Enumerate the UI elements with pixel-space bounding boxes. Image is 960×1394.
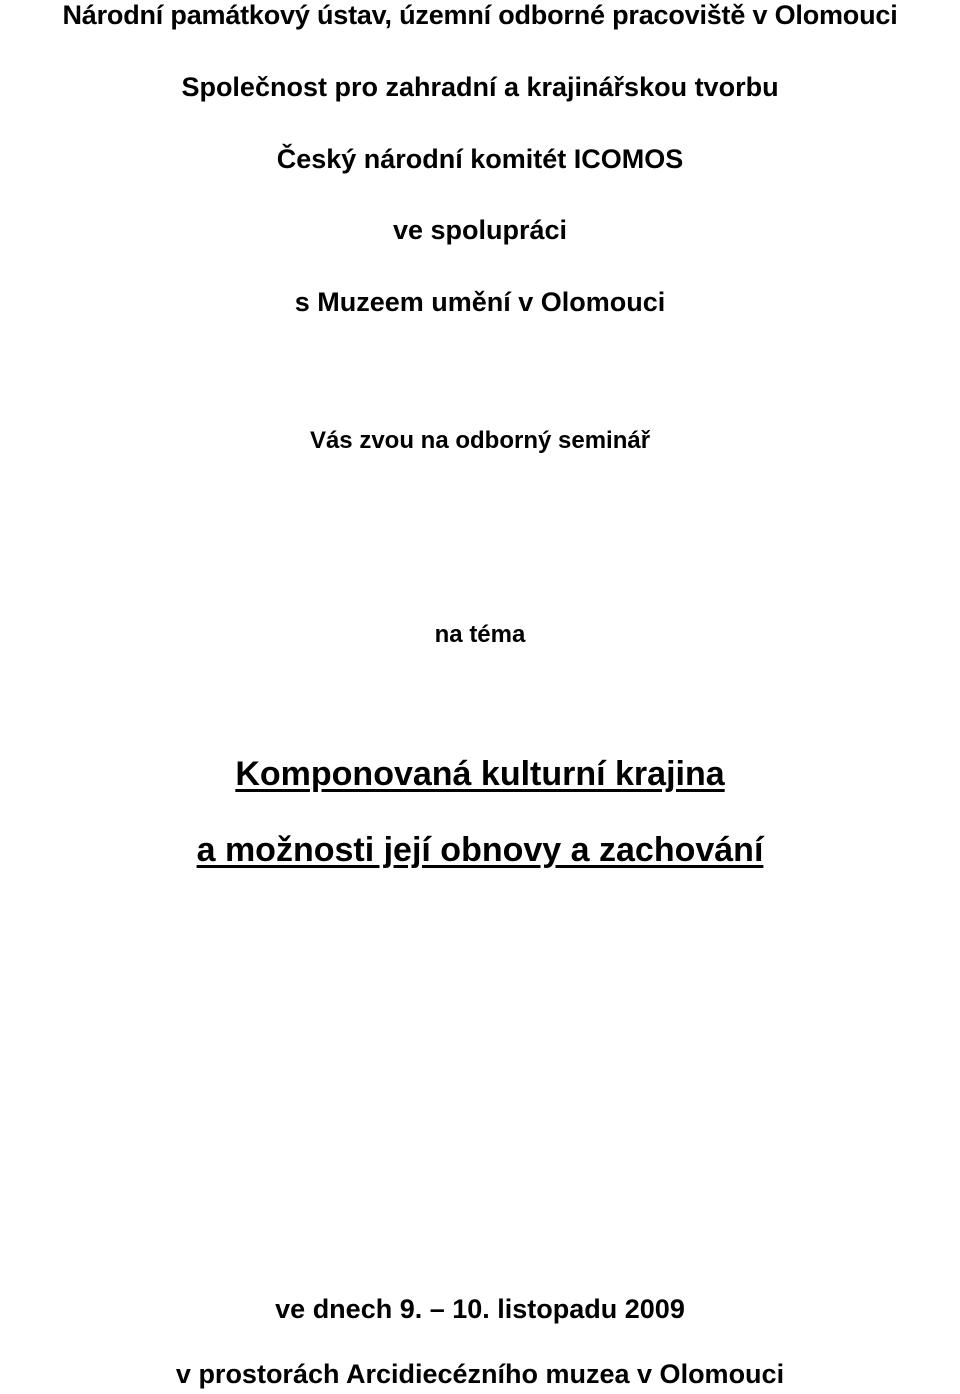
- seminar-date: ve dnech 9. – 10. listopadu 2009: [275, 1294, 685, 1324]
- theme-intro: na téma: [434, 621, 526, 648]
- organizer-szkt: Společnost pro zahradní a krajinářskou tvorbu: [181, 72, 779, 102]
- seminar-venue: v prostorách Arcidiecézního muzea v Olomouci: [175, 1359, 785, 1389]
- organizer-npu: Národní památkový ústav, územní odborné pracoviště v Olomouci: [62, 0, 898, 30]
- organizer-icomos: Český národní komitét ICOMOS: [276, 144, 684, 174]
- partner-museum: s Muzeem umění v Olomouci: [294, 287, 666, 317]
- cooperation-label: ve spolupráci: [392, 215, 568, 245]
- seminar-title-line-2: a možnosti její obnovy a zachování: [196, 831, 764, 869]
- invitation-text: Vás zvou na odborný seminář: [309, 427, 651, 454]
- seminar-title-line-1: Komponovaná kulturní krajina: [235, 755, 725, 793]
